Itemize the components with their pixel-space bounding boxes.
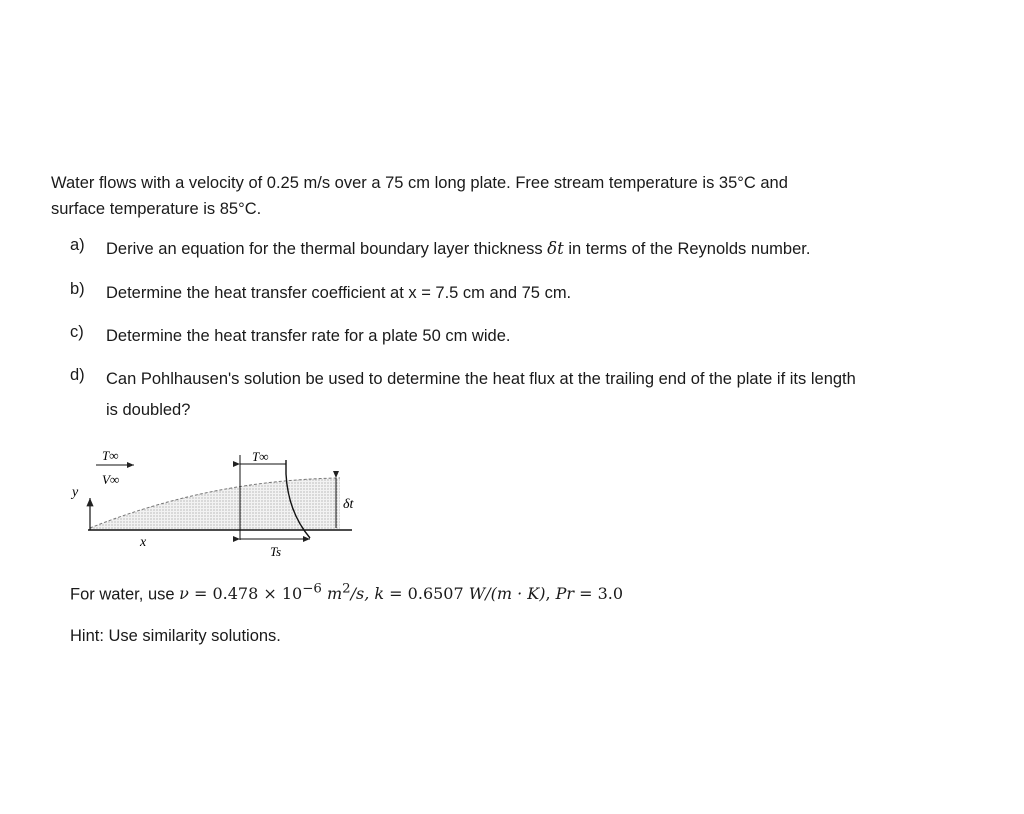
properties-equation (179, 584, 623, 603)
question-text-before: Derive an equation for the thermal boundary layer thickness (106, 240, 548, 258)
k-symbol: k (374, 584, 385, 604)
t-inf-label-profile: T∞ (252, 449, 269, 464)
given-prefix: For water, use (70, 585, 180, 604)
nu-exponent: −6 (302, 582, 322, 597)
nu-value: = 0.478 × 10 (188, 584, 303, 604)
x-axis-label: x (140, 535, 147, 550)
v-inf-label: V∞ (102, 472, 120, 487)
question-text (106, 236, 810, 262)
problem-intro (51, 170, 951, 222)
thermal-boundary-layer-region (90, 478, 340, 530)
nu-unit-exponent: 2 (342, 582, 351, 597)
delta-t-symbol: δt (547, 239, 564, 258)
question-text: Determine the heat transfer coefficient at x = 7.5 cm and 75 cm. (106, 284, 572, 302)
question-label: c) (70, 323, 84, 341)
nu-unit: m (321, 584, 343, 604)
nu-symbol: ν (179, 584, 189, 604)
question-label: a) (70, 236, 85, 254)
pr-value: = 3.0 (574, 584, 624, 604)
boundary-layer-diagram (60, 440, 380, 570)
question-text-line-1: Can Pohlhausen's solution be used to determine the heat flux at the trailing end of the plate if its length (106, 370, 856, 388)
delta-t-label: δt (343, 497, 354, 512)
question-text-line-2: is doubled? (106, 401, 191, 419)
t-inf-label-left: T∞ (102, 448, 119, 463)
k-value: = 0.6507 (384, 584, 469, 604)
nu-unit-rest: /s, (350, 584, 375, 604)
intro-line-1: Water flows with a velocity of 0.25 m/s over a 75 cm long plate. Free stream temperature is 35°C and (51, 174, 788, 192)
t-s-label: Ts (270, 544, 282, 559)
pr-symbol: Pr (555, 584, 575, 604)
question-text: Determine the heat transfer rate for a plate 50 cm wide. (106, 327, 511, 345)
water-properties (70, 582, 623, 604)
intro-line-2: surface temperature is 85°C. (51, 200, 262, 218)
question-text-after: in terms of the Reynolds number. (563, 240, 811, 258)
pr-separator: , (545, 584, 556, 604)
question-label: b) (70, 280, 85, 298)
question-label: d) (70, 366, 85, 384)
y-axis-label: y (72, 485, 79, 500)
k-unit: W/(m · K) (468, 584, 546, 604)
hint-text: Hint: Use similarity solutions. (70, 627, 281, 645)
question-text (106, 364, 856, 426)
